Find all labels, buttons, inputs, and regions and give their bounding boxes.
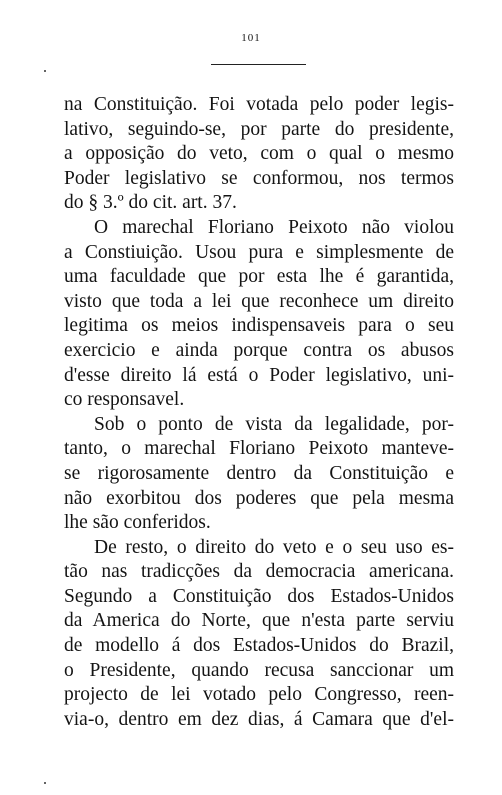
paragraph bbox=[64, 93, 454, 216]
text-line: visto que toda a lei que reconhece um direito bbox=[64, 290, 454, 312]
paragraph bbox=[64, 536, 454, 733]
text-line: via-o, dentro em dez dias, á Camara que d'el- bbox=[64, 708, 454, 730]
text-line: O marechal Floriano Peixoto não violou bbox=[94, 216, 454, 238]
text-line: Segundo a Constituição dos Estados-Unidos bbox=[64, 585, 454, 607]
text-line: De resto, o direito do veto e o seu uso es- bbox=[94, 536, 454, 558]
text-line: a Constiuição. Usou pura e simplesmente de bbox=[64, 241, 454, 263]
text-line: se rigorosamente dentro da Constituição e bbox=[64, 462, 454, 484]
text-line: legitima os meios indispensaveis para o seu bbox=[64, 315, 454, 337]
page-number: 101 bbox=[241, 32, 261, 44]
text-line: lhe são conferidos. bbox=[64, 512, 211, 534]
text-line: o Presidente, quando recusa sanccionar um bbox=[64, 659, 454, 681]
text-line: co responsavel. bbox=[64, 389, 185, 411]
text-line: Poder legislativo se conformou, nos termos bbox=[64, 167, 454, 189]
text-line: lativo, seguindo-se, por parte do presidente, bbox=[64, 118, 454, 140]
text-line: não exorbitou dos poderes que pela mesma bbox=[64, 487, 454, 509]
text-line: d'esse direito lá está o Poder legislativo, uni- bbox=[64, 364, 454, 386]
text-line: do § 3.º do cit. art. 37. bbox=[64, 192, 237, 214]
paragraph bbox=[64, 413, 454, 536]
text-line: da America do Norte, que n'esta parte serviu bbox=[64, 610, 454, 632]
body-text bbox=[64, 93, 454, 732]
text-line: uma faculdade que por esta lhe é garantida, bbox=[64, 266, 454, 288]
text-line: projecto de lei votado pelo Congresso, reen- bbox=[64, 684, 454, 706]
text-line: tão nas tradicções da democracia americana. bbox=[64, 561, 454, 583]
text-line: exercicio e ainda porque contra os abusos bbox=[64, 339, 454, 361]
text-line: na Constituição. Foi votada pelo poder legis- bbox=[64, 94, 454, 115]
paragraph bbox=[64, 216, 454, 413]
print-speck bbox=[44, 782, 46, 784]
print-speck bbox=[44, 70, 46, 72]
text-line: Sob o ponto de vista da legalidade, por- bbox=[94, 413, 454, 435]
text-line: a opposição do veto, com o qual o mesmo bbox=[64, 143, 454, 165]
text-line: tanto, o marechal Floriano Peixoto manteve- bbox=[64, 438, 454, 460]
text-line: de modello á dos Estados-Unidos do Brazil, bbox=[64, 635, 454, 657]
header-rule bbox=[211, 64, 306, 65]
